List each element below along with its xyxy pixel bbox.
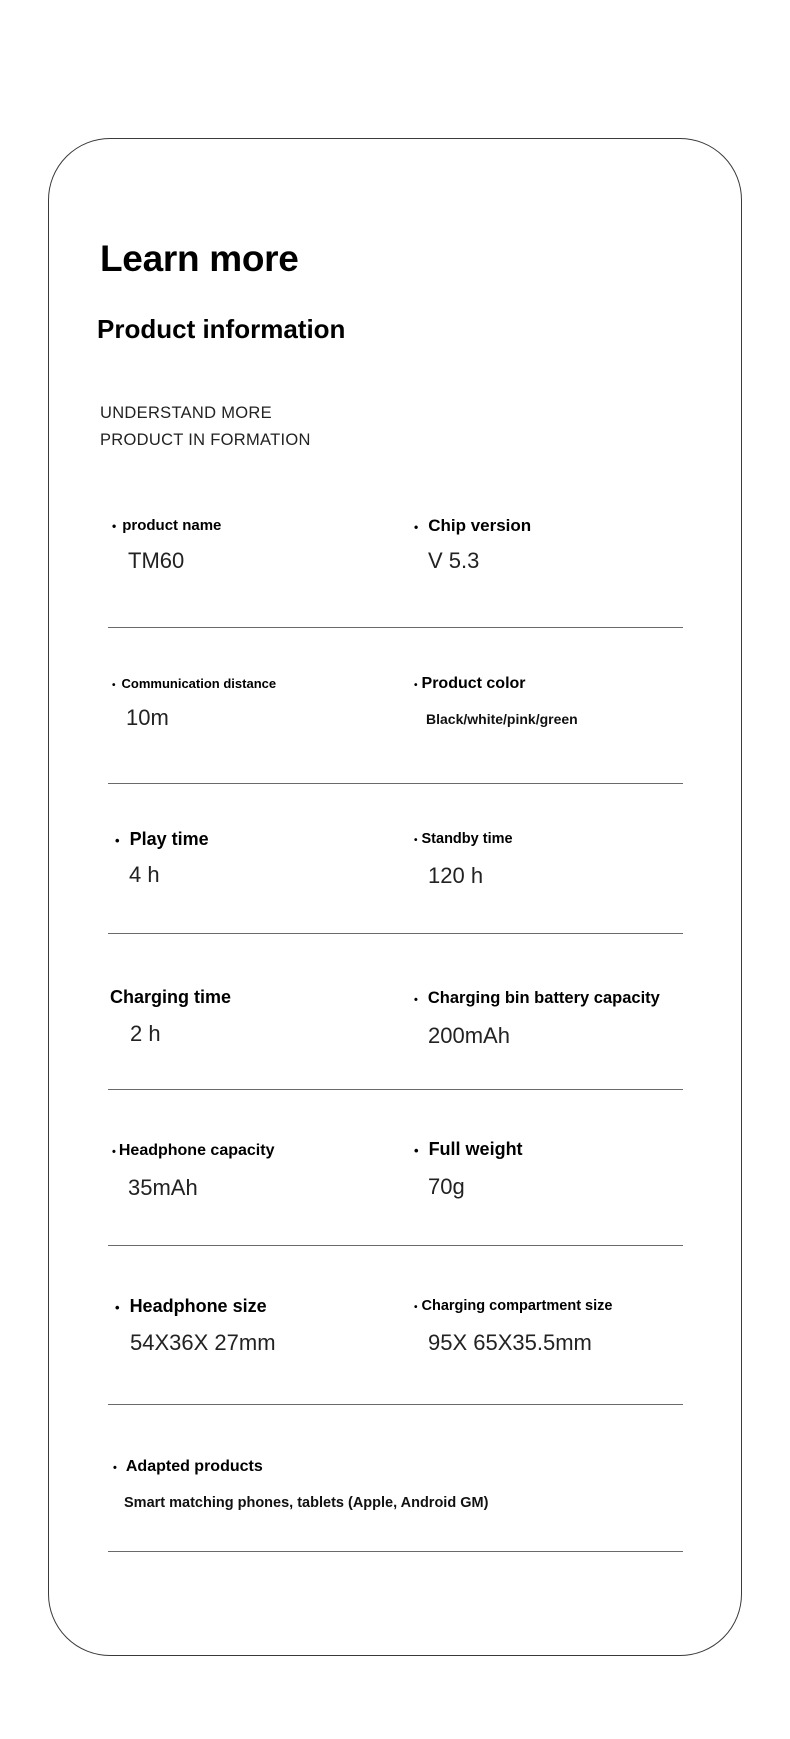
spec-value: 200mAh (428, 1022, 510, 1048)
bullet-icon: • (112, 519, 117, 533)
spec-charging-time (110, 988, 231, 1045)
bullet-icon: • (414, 520, 419, 534)
row-divider (108, 1551, 683, 1552)
bullet-icon: • (112, 680, 116, 691)
bullet-icon: • (414, 1143, 419, 1158)
spec-label: Play time (129, 829, 209, 849)
bullet-icon: • (414, 1302, 418, 1313)
row-divider (108, 1404, 683, 1405)
spec-value: 35mAh (128, 1175, 198, 1200)
spec-value: 70g (428, 1174, 465, 1199)
page-title: Learn more (100, 238, 299, 279)
section-caption (100, 400, 311, 454)
spec-value: 2 h (130, 1021, 161, 1046)
spec-adapted-products (113, 1459, 488, 1511)
bullet-icon: • (115, 833, 120, 848)
spec-value: V 5.3 (428, 548, 480, 573)
section-subtitle: Product information (97, 314, 346, 344)
spec-chip-version (414, 517, 531, 572)
spec-value: 54X36X 27mm (130, 1330, 276, 1355)
spec-charging-compartment-size (414, 1299, 612, 1354)
spec-value: 95X 65X35.5mm (428, 1329, 592, 1355)
spec-label: Standby time (421, 831, 513, 847)
row-divider (108, 783, 683, 784)
spec-communication-distance (112, 677, 276, 729)
spec-label: Headphone size (129, 1296, 267, 1316)
row-divider (108, 933, 683, 934)
spec-value: 120 h (428, 862, 484, 888)
bullet-icon: • (115, 1300, 120, 1315)
bullet-icon: • (414, 835, 418, 846)
spec-label: Full weight (428, 1139, 523, 1159)
caption-line-2: PRODUCT IN FORMATION (100, 431, 311, 449)
bullet-icon: • (112, 1146, 116, 1158)
spec-value: 4 h (129, 862, 160, 887)
spec-label: Charging time (110, 987, 232, 1007)
spec-standby-time (414, 832, 513, 887)
spec-play-time (115, 830, 209, 886)
spec-product-color (414, 676, 578, 726)
spec-value: Black/white/pink/green (426, 711, 578, 727)
spec-value: 10m (126, 705, 169, 730)
spec-label: Charging bin battery capacity (427, 989, 660, 1007)
spec-label: product name (122, 517, 222, 534)
bullet-icon: • (414, 680, 418, 691)
spec-value: TM60 (128, 548, 185, 573)
spec-label: Headphone capacity (118, 1142, 275, 1159)
spec-label: Charging compartment size (421, 1298, 613, 1314)
spec-product-name (112, 518, 221, 572)
bullet-icon: • (113, 1462, 117, 1474)
spec-charging-bin-battery-capacity (414, 990, 660, 1047)
spec-label: Adapted products (125, 1458, 263, 1475)
spec-headphone-capacity (112, 1143, 274, 1199)
spec-label: Product color (421, 675, 526, 692)
spec-label: Chip version (428, 516, 532, 535)
row-divider (108, 627, 683, 628)
spec-label: Communication distance (121, 676, 277, 691)
row-divider (108, 1089, 683, 1090)
spec-headphone-size (115, 1297, 276, 1354)
info-card (48, 138, 742, 1656)
row-divider (108, 1245, 683, 1246)
spec-value: Smart matching phones, tablets (Apple, Android GM) (124, 1495, 489, 1511)
caption-line-1: UNDERSTAND MORE (100, 404, 272, 422)
bullet-icon: • (414, 994, 418, 1006)
spec-full-weight (414, 1140, 523, 1198)
